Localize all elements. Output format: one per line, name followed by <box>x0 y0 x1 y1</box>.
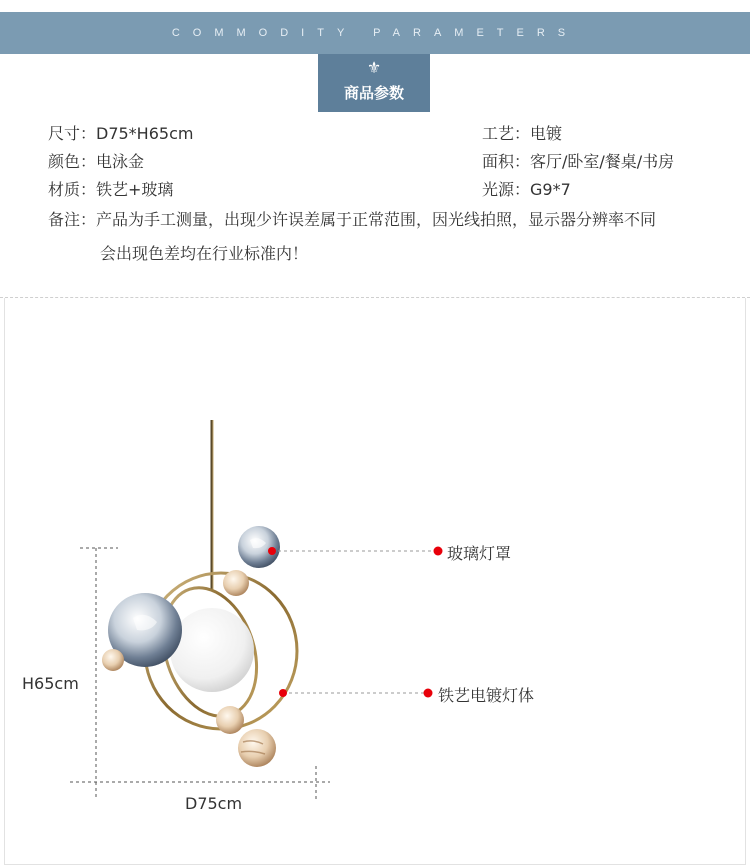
suspension-rod <box>212 420 213 590</box>
param-color: 颜色：电泳金 <box>48 152 145 171</box>
param-light: 光源：G9*7 <box>482 180 571 199</box>
width-dimension-label: D75cm <box>185 794 243 813</box>
param-note: 备注：产品为手工测量，出现少许误差属于正常范围，因光线拍照，显示器分辨率不同 <box>48 210 657 229</box>
marble-globe-bottom <box>238 729 276 767</box>
param-note-continued: 会出现色差均在行业标准内！ <box>100 244 309 263</box>
marker-body-start <box>279 689 287 697</box>
section-title: 商品参数 <box>343 84 404 102</box>
callout-glass-shade: 玻璃灯罩 <box>447 544 512 563</box>
fleur-de-lis-icon: ⚜ <box>366 58 382 77</box>
param-material: 材质：铁艺+玻璃 <box>48 180 174 199</box>
callout-lines <box>272 551 436 693</box>
param-craft: 工艺：电镀 <box>482 124 563 143</box>
param-size: 尺寸：D75*H65cm <box>48 124 194 143</box>
marble-globe-mid <box>216 706 244 734</box>
height-dimension-label: H65cm <box>22 674 79 693</box>
param-area: 面积：客厅/卧室/餐桌/书房 <box>482 152 675 171</box>
marker-glass-shade-end <box>434 547 443 556</box>
marker-body-end <box>424 689 433 698</box>
banner-text: COMMODITY PARAMETERS <box>171 27 579 39</box>
marker-glass-shade-start <box>268 547 276 555</box>
white-glass-globe <box>170 608 254 692</box>
marble-globe-left <box>102 649 124 671</box>
marble-globe-upper <box>223 570 249 596</box>
callout-lamp-body: 铁艺电镀灯体 <box>438 686 535 705</box>
